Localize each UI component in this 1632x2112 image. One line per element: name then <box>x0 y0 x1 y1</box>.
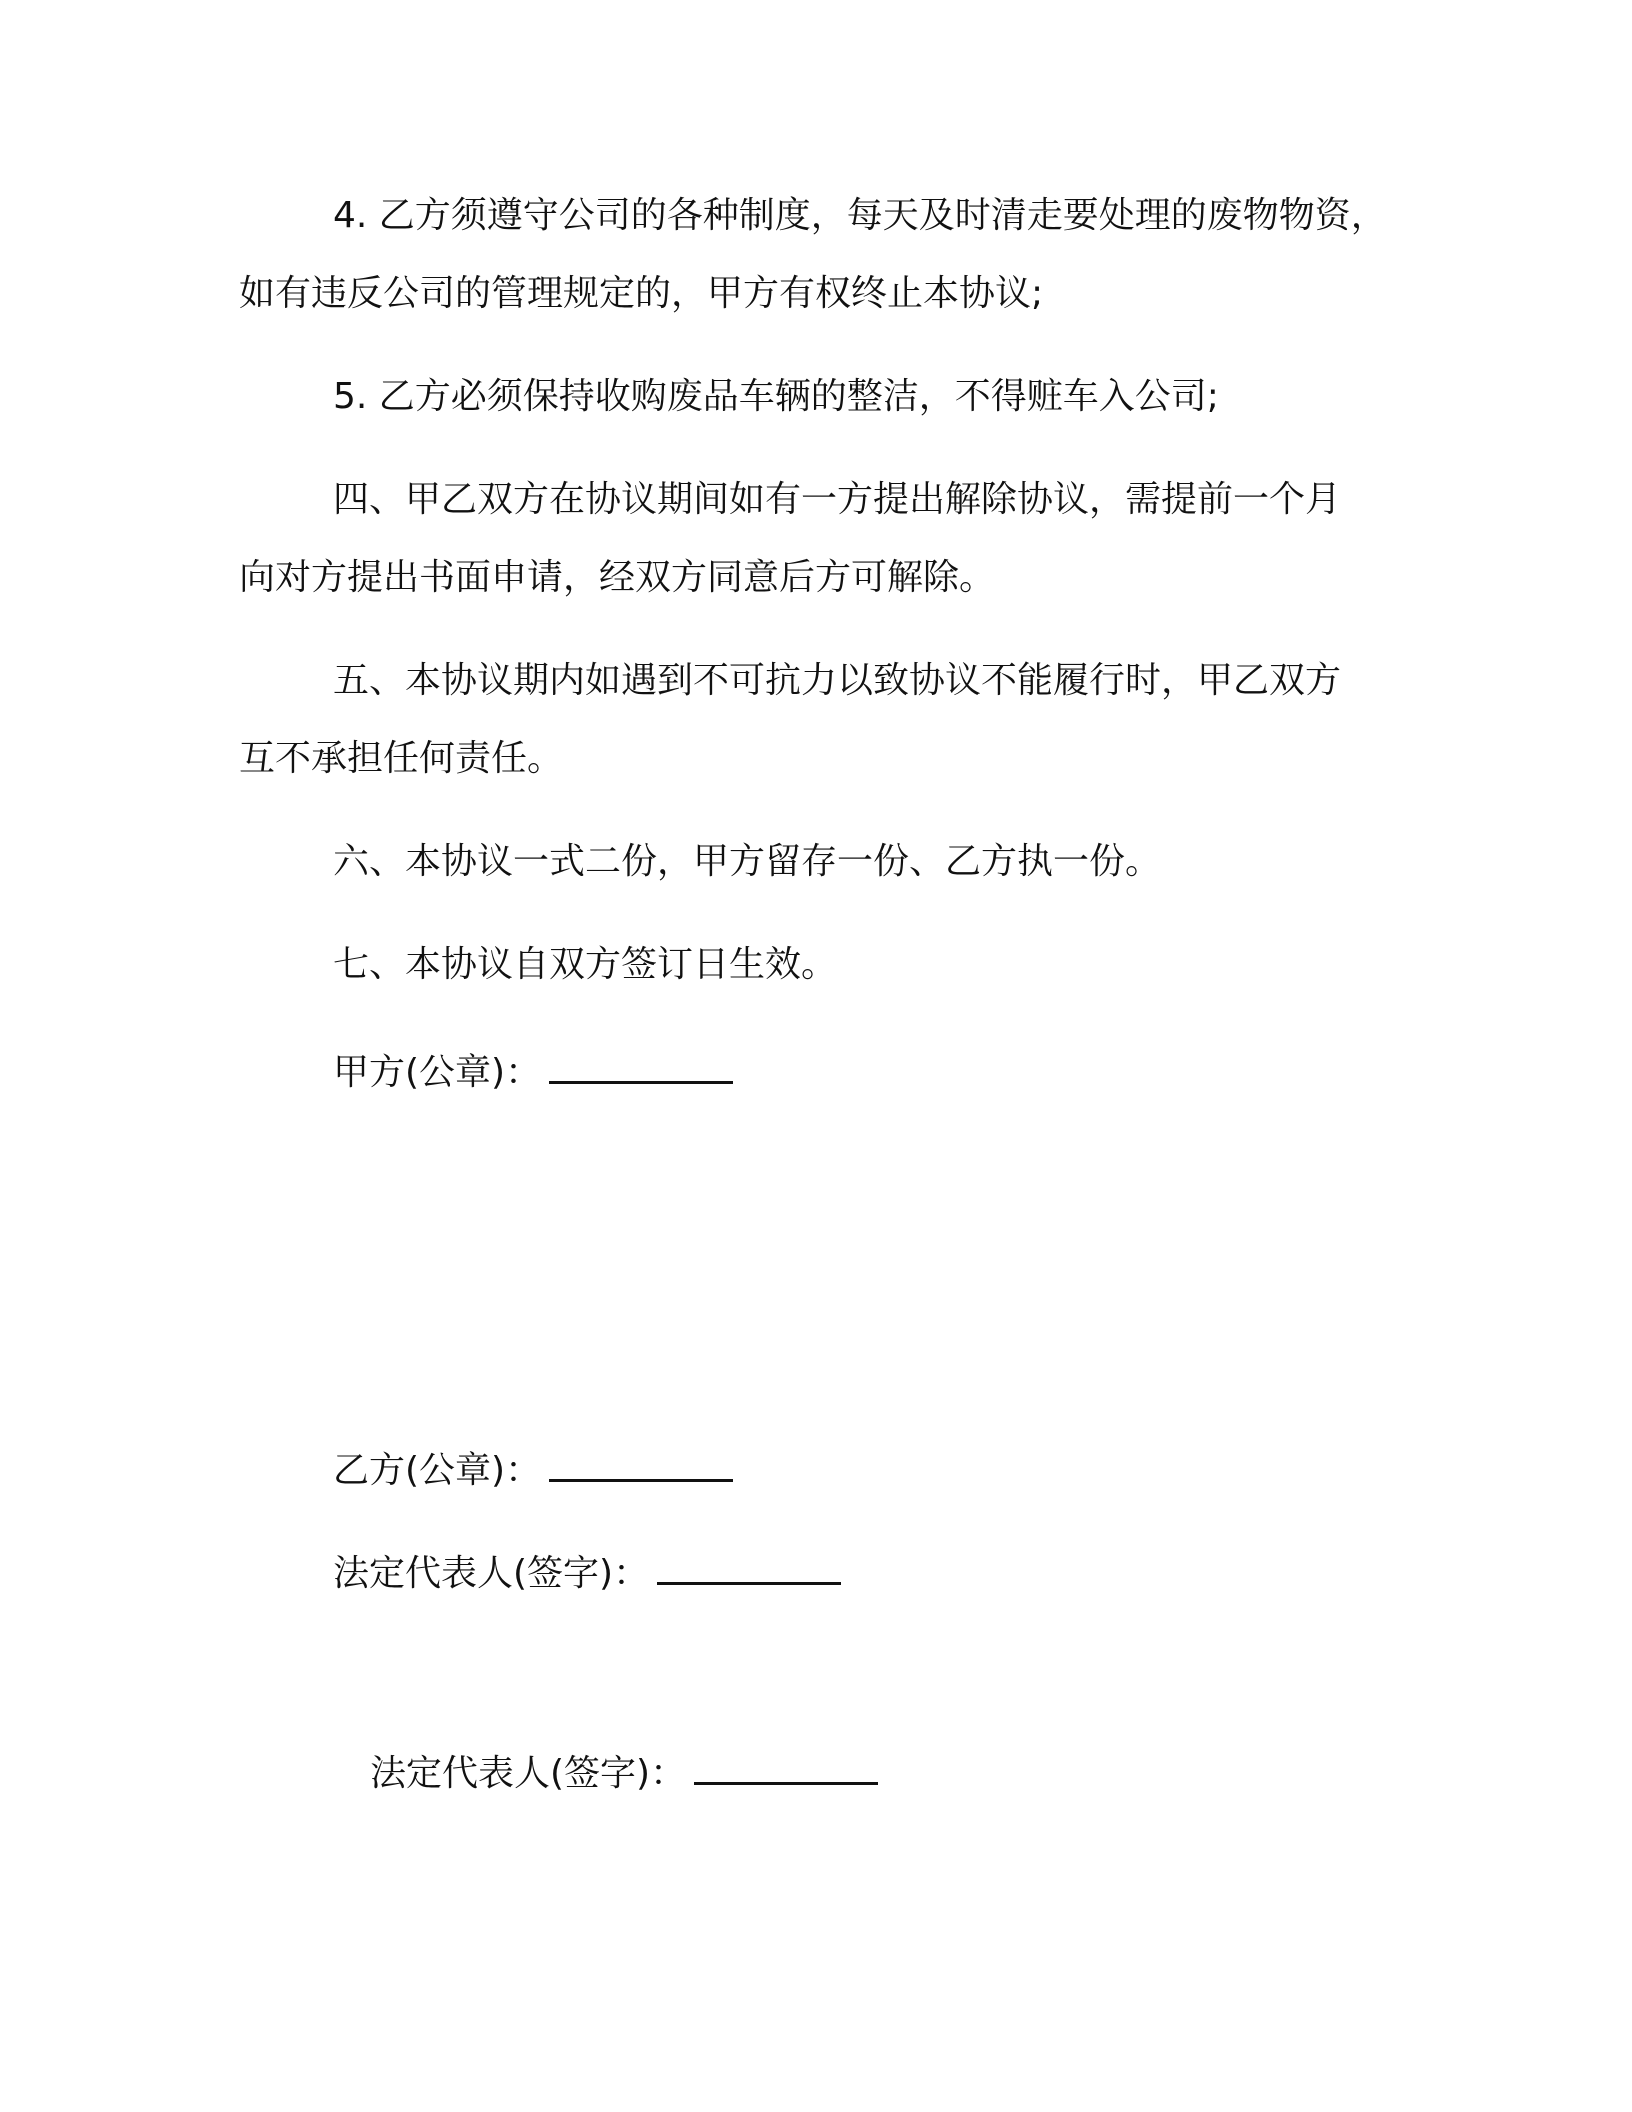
legal-rep-signature-line-2 <box>370 1746 878 1794</box>
legal-rep-signature-line-1 <box>333 1546 841 1594</box>
clause-4-line-1: 4. 乙方须遵守公司的各种制度，每天及时清走要处理的废物物资， <box>333 195 1387 236</box>
party-a-blank <box>549 1045 733 1084</box>
party-a-signature-line <box>333 1045 733 1093</box>
section-7-line-1: 七、本协议自双方签订日生效。 <box>333 944 838 985</box>
party-b-signature-line <box>333 1443 733 1491</box>
section-5-line-2: 互不承担任何责任。 <box>239 738 564 779</box>
section-4-line-2: 向对方提出书面申请，经双方同意后方可解除。 <box>239 557 996 598</box>
party-b-blank <box>549 1443 733 1482</box>
section-5-line-1: 五、本协议期内如遇到不可抗力以致协议不能履行时，甲乙双方 <box>333 660 1342 701</box>
clause-4-line-2: 如有违反公司的管理规定的，甲方有权终止本协议; <box>239 273 1044 314</box>
section-4-line-1: 四、甲乙双方在协议期间如有一方提出解除协议，需提前一个月 <box>333 479 1342 520</box>
party-a-label: 甲方(公章)： <box>333 1052 542 1093</box>
party-b-label: 乙方(公章)： <box>333 1450 542 1491</box>
legal-rep-label-1: 法定代表人(签字)： <box>333 1553 650 1594</box>
clause-5-line-1: 5. 乙方必须保持收购废品车辆的整洁，不得赃车入公司; <box>333 376 1219 417</box>
section-6-line-1: 六、本协议一式二份，甲方留存一份、乙方执一份。 <box>333 841 1162 882</box>
legal-rep-blank-1 <box>657 1546 841 1585</box>
legal-rep-blank-2 <box>694 1746 878 1785</box>
legal-rep-label-2: 法定代表人(签字)： <box>370 1753 687 1794</box>
